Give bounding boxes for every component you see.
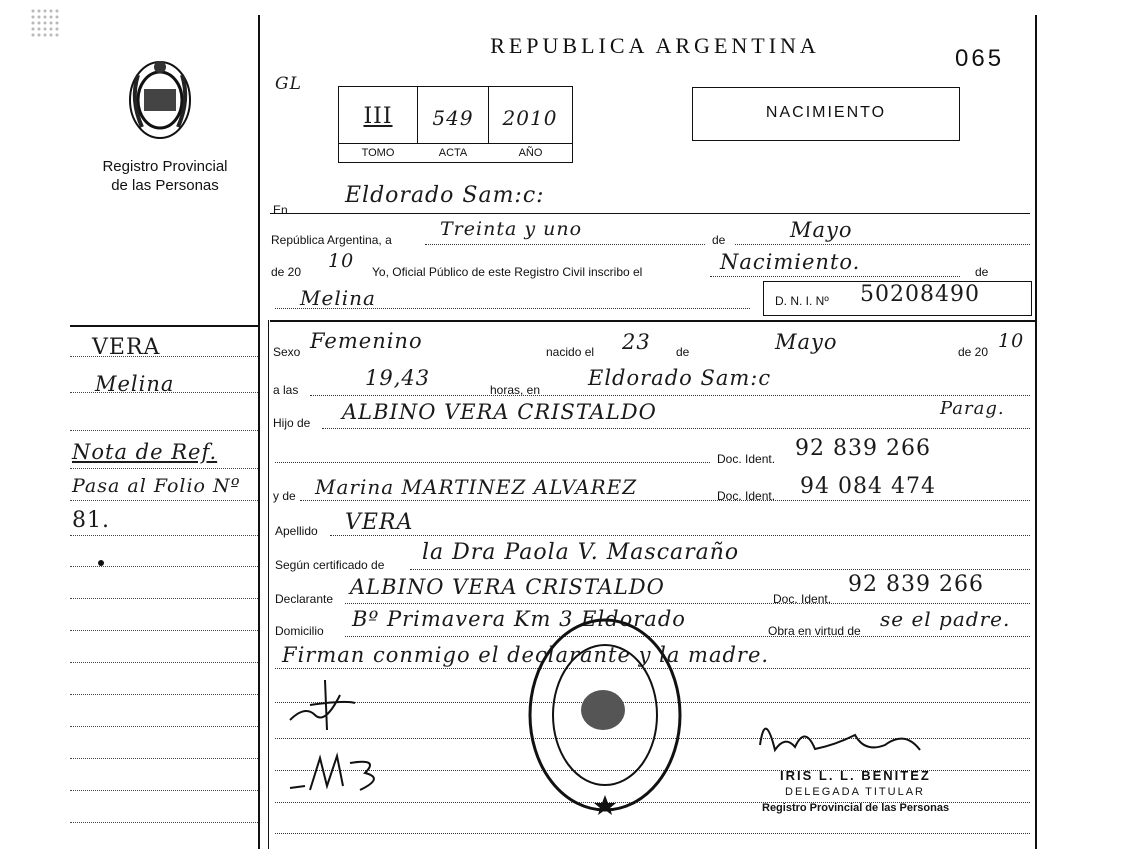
official-registry: Registro Provincial de las Personas — [762, 802, 950, 814]
official-signature — [755, 705, 935, 765]
nacido-label: nacido el — [546, 345, 595, 359]
row-line — [270, 320, 1035, 322]
de-label-2: de — [975, 265, 989, 279]
margin-row — [70, 566, 258, 567]
dots — [345, 636, 1030, 637]
dots — [410, 569, 1030, 570]
year-suffix: 10 — [328, 250, 355, 272]
hijo-label: Hijo de — [273, 416, 311, 430]
dots — [310, 395, 1030, 396]
doc-ident-label: Doc. Ident. — [717, 452, 776, 466]
acta-label: ACTA — [438, 147, 468, 159]
margin-row — [70, 758, 258, 759]
margin-left-line — [268, 320, 269, 849]
margin-row — [70, 822, 258, 823]
dni-value: 50208490 — [860, 282, 980, 307]
de-label-3: de — [676, 345, 690, 359]
alas-label: a las — [273, 383, 299, 397]
tomo-value: III — [363, 104, 393, 129]
inscribo-value: Nacimiento. — [720, 250, 861, 274]
horas-label: horas, en — [490, 383, 541, 397]
official-name: IRIS L. L. BENITEZ — [780, 768, 931, 783]
dots — [735, 244, 1030, 245]
birth-month: Mayo — [775, 330, 838, 354]
country-title: REPUBLICA ARGENTINA — [490, 33, 820, 58]
margin-surname: VERA — [92, 335, 161, 360]
margin-note-line2: Pasa al Folio Nº — [72, 475, 241, 497]
obra-value: se el padre. — [880, 607, 1011, 631]
dots — [710, 276, 960, 277]
de20-label-2: de 20 — [958, 345, 989, 359]
dots — [425, 244, 705, 245]
row-line — [270, 213, 1030, 214]
margin-note-line1: Nota de Ref. — [72, 440, 218, 464]
mother-signature — [285, 748, 395, 798]
dots — [300, 500, 1030, 501]
dots — [345, 603, 1030, 604]
margin-row — [70, 535, 258, 536]
en-value: Eldorado Sam:c: — [345, 183, 545, 208]
month-value: Mayo — [790, 218, 853, 242]
apellido-label: Apellido — [275, 524, 318, 538]
domicilio-value: Bº Primavera Km 3 Eldorado — [352, 607, 686, 631]
de-label: de — [712, 233, 726, 247]
de20-label: de 20 — [271, 265, 302, 279]
dots — [275, 833, 1030, 834]
domicilio-label: Domicilio — [275, 624, 324, 638]
certificado-value: la Dra Paola V. Mascaraño — [422, 540, 740, 565]
margin-row — [70, 598, 258, 599]
official-title: DELEGADA TITULAR — [785, 786, 925, 798]
dni-label: D. N. I. Nº — [775, 294, 829, 308]
margin-row — [70, 726, 258, 727]
doc-ident-label-2: Doc. Ident. — [717, 489, 776, 503]
margin-row — [70, 630, 258, 631]
official-seal-stamp — [525, 615, 685, 815]
frame-left-line — [258, 15, 260, 849]
en-label: En — [273, 203, 288, 217]
dots — [275, 462, 710, 463]
sexo-label: Sexo — [273, 345, 301, 359]
gl-mark: GL — [275, 74, 302, 94]
mother-doc: 94 084 474 — [800, 474, 936, 499]
ano-value: 2010 — [502, 106, 558, 130]
firman-value: Firman conmigo el declarante y la madre. — [282, 643, 770, 667]
republica-label: República Argentina, a — [271, 233, 392, 247]
ano-label: AÑO — [518, 147, 543, 159]
name-value: Melina — [300, 286, 376, 310]
misiones-coat-of-arms-logo — [120, 55, 200, 145]
dots — [330, 535, 1030, 536]
margin-row — [70, 468, 258, 469]
registry-name-line1: Registro Provincial — [102, 158, 228, 175]
scan-speckle — [30, 8, 60, 38]
birth-place: Eldorado Sam:c — [588, 366, 772, 390]
doc-ident-label-3: Doc. Ident. — [773, 592, 832, 606]
hour-value: 19,43 — [365, 366, 431, 390]
father-nationality: Parag. — [940, 398, 1005, 419]
dots — [275, 308, 750, 309]
mother-name: Marina MARTINEZ ALVAREZ — [315, 475, 638, 499]
acta-value: 549 — [432, 106, 474, 130]
folio-number: 065 — [955, 45, 1005, 72]
declarante-value: ALBINO VERA CRISTALDO — [350, 575, 665, 599]
apellido-value: VERA — [345, 510, 414, 535]
sexo-value: Femenino — [310, 329, 423, 353]
day-words: Treinta y uno — [440, 218, 583, 240]
frame-right-line — [1035, 15, 1037, 849]
margin-given-name: Melina — [95, 372, 175, 396]
obra-label: Obra en virtud de — [768, 624, 861, 638]
ink-dot — [98, 560, 104, 566]
margin-row — [70, 790, 258, 791]
tomo-label: TOMO — [361, 147, 395, 159]
record-type: NACIMIENTO — [765, 104, 887, 121]
margin-row — [70, 500, 258, 501]
segun-label: Según certificado de — [275, 558, 385, 572]
declarante-label: Declarante — [275, 592, 334, 606]
declarante-doc: 92 839 266 — [848, 572, 984, 597]
dots — [322, 428, 1030, 429]
registry-name-line2: de las Personas — [111, 177, 219, 194]
birth-day: 23 — [622, 330, 651, 354]
yo-text: Yo, Oficial Público de este Registro Civil inscribo el — [372, 265, 643, 279]
margin-note-line3: 81. — [72, 508, 110, 533]
declarant-signature — [285, 675, 375, 735]
margin-row — [70, 694, 258, 695]
yde-label: y de — [273, 489, 296, 503]
margin-row — [70, 430, 258, 431]
father-name: ALBINO VERA CRISTALDO — [342, 400, 657, 424]
birth-year-suffix: 10 — [998, 330, 1025, 352]
father-doc: 92 839 266 — [795, 436, 931, 461]
row-line-left — [70, 325, 258, 327]
margin-row — [70, 662, 258, 663]
